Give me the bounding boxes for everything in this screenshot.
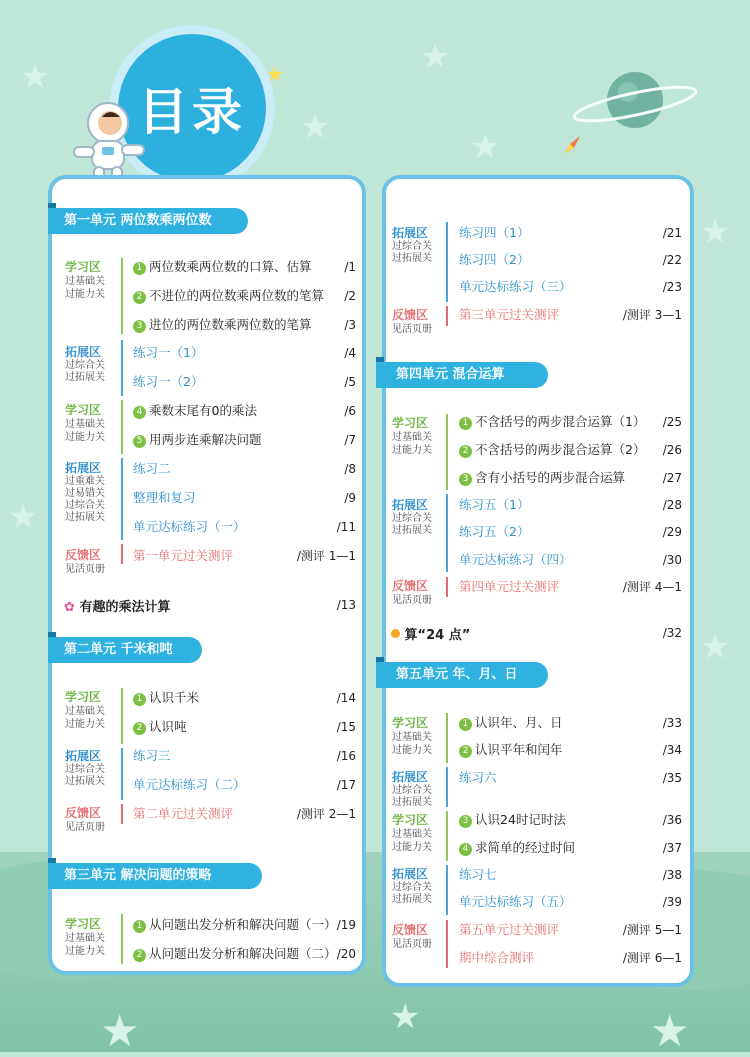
zone-divider	[121, 544, 123, 564]
toc-page-number: /测评 3—1	[622, 308, 682, 322]
toc-entry-title: 期中综合测评	[459, 950, 535, 965]
toc-entry-title: 认识吨	[149, 719, 187, 734]
star-icon: ★	[650, 1006, 690, 1057]
zone-sub: 见活页册	[65, 564, 105, 575]
toc-entry[interactable]	[459, 893, 572, 911]
toc-entry[interactable]	[133, 489, 196, 507]
zone-divider	[121, 914, 123, 964]
zone-divider	[446, 767, 448, 807]
lesson-number-badge: 1	[133, 262, 146, 275]
toc-page-number: /20	[336, 947, 356, 961]
toc-entry-title: 进位的两位数乘两位数的笔算	[149, 317, 312, 332]
toc-entry[interactable]	[459, 949, 534, 967]
toc-page-number: /36	[662, 813, 682, 827]
zone-label: 学习区	[392, 416, 429, 430]
toc-page-number: /6	[344, 404, 356, 418]
zone-sub: 过能力关	[392, 445, 432, 456]
toc-page-number: /1	[344, 260, 356, 274]
toc-entry-title: 从问题出发分析和解决问题（二）	[149, 946, 337, 961]
zone-label: 学习区	[65, 260, 102, 274]
toc-entry-title: 练习四（2）	[459, 252, 530, 267]
zone-label: 拓展区	[392, 226, 429, 240]
toc-page-number: /13	[336, 598, 356, 612]
zone-divider	[446, 494, 448, 572]
lesson-number-badge: 2	[133, 291, 146, 304]
zone-sub: 过拓展关	[65, 372, 105, 383]
toc-entry[interactable]	[133, 805, 233, 823]
star-icon: ★	[420, 37, 451, 77]
zone-sub: 过能力关	[65, 719, 105, 730]
toc-page-number: /29	[662, 525, 682, 539]
toc-page-number: /28	[662, 498, 682, 512]
toc-entry-title: 不进位的两位数乘两位数的笔算	[149, 288, 325, 303]
toc-entry-title: 认识千米	[149, 690, 200, 705]
zone-sub: 过综合关	[392, 785, 432, 796]
zone-sub: 过综合关	[65, 360, 105, 371]
zone-divider	[446, 811, 448, 861]
unit-header: 第二单元 千米和吨	[48, 637, 202, 663]
toc-entry[interactable]	[133, 718, 187, 736]
toc-page-number: /测评 2—1	[296, 807, 356, 821]
toc-entry[interactable]	[133, 776, 246, 794]
zone-sub: 过综合关	[392, 513, 432, 524]
zone-label: 拓展区	[392, 867, 429, 881]
star-icon: ★	[300, 107, 331, 147]
zone-sub: 过拓展关	[65, 776, 105, 787]
toc-entry-title: 第三单元过关测评	[459, 307, 560, 322]
toc-page-number: /38	[662, 868, 682, 882]
zone-sub: 过拓展关	[392, 894, 432, 905]
toc-entry-title: 单元达标练习（三）	[459, 279, 572, 294]
zone-sub: 过基础关	[65, 419, 105, 430]
page-title: 目录	[138, 83, 246, 141]
zone-sub: 过综合关	[392, 882, 432, 893]
toc-entry[interactable]	[459, 578, 559, 596]
toc-entry[interactable]	[459, 413, 645, 431]
zone-sub: 见活页册	[392, 595, 432, 606]
zone-divider	[121, 400, 123, 454]
toc-entry-title: 不含括号的两步混合运算（2）	[475, 442, 646, 457]
zone-label: 拓展区	[392, 770, 429, 784]
unit-header: 第五单元 年、月、日	[376, 662, 548, 688]
toc-entry[interactable]	[459, 741, 563, 759]
toc-entry-title: 练习七	[459, 867, 497, 882]
toc-entry[interactable]	[133, 945, 337, 963]
toc-entry-title: 练习二	[133, 461, 171, 476]
toc-entry-title: 两位数乘两位数的口算、估算	[149, 259, 312, 274]
lesson-number-badge: 2	[133, 722, 146, 735]
toc-page-number: /15	[336, 720, 356, 734]
toc-entry-title: 第一单元过关测评	[133, 548, 234, 563]
zone-divider	[121, 688, 123, 744]
lesson-number-badge: 3	[133, 320, 146, 333]
toc-entry[interactable]	[459, 811, 566, 829]
toc-entry[interactable]	[133, 518, 246, 536]
lesson-number-badge: 2	[459, 745, 472, 758]
toc-entry-title: 练习四（1）	[459, 225, 530, 240]
zone-divider	[121, 748, 123, 800]
toc-entry[interactable]	[459, 496, 529, 514]
zone-label: 拓展区	[65, 749, 102, 763]
toc-entry-title: 单元达标练习（一）	[133, 519, 246, 534]
toc-entry[interactable]	[64, 596, 170, 615]
zone-label: 学习区	[65, 917, 102, 931]
zone-sub: 见活页册	[392, 324, 432, 335]
zone-sub: 过综合关	[392, 241, 432, 252]
toc-entry-title: 练习六	[459, 770, 497, 785]
toc-entry-title: 第五单元过关测评	[459, 922, 560, 937]
toc-page-number: /3	[344, 318, 356, 332]
lesson-number-badge: 1	[133, 693, 146, 706]
toc-entry[interactable]	[459, 224, 529, 242]
toc-page-number: /4	[344, 346, 356, 360]
toc-entry[interactable]	[133, 916, 337, 934]
zone-label: 学习区	[65, 690, 102, 704]
unit-header: 第三单元 解决问题的策略	[48, 863, 262, 889]
toc-entry-title: 练习三	[133, 748, 171, 763]
zone-label: 学习区	[392, 813, 429, 827]
toc-entry[interactable]	[133, 747, 171, 765]
toc-page-number: /测评 1—1	[296, 549, 356, 563]
toc-entry[interactable]	[133, 287, 324, 305]
zone-divider	[121, 458, 123, 540]
toc-page-number: /11	[336, 520, 356, 534]
lesson-number-badge: 1	[133, 920, 146, 933]
zone-sub: 过基础关	[392, 732, 432, 743]
zone-sub: 过基础关	[392, 432, 432, 443]
toc-page-number: /8	[344, 462, 356, 476]
star-icon: ★	[20, 57, 51, 97]
zone-sub: 见活页册	[392, 939, 432, 950]
toc-entry[interactable]	[133, 689, 199, 707]
toc-page-number: /测评 4—1	[622, 580, 682, 594]
zone-label: 反馈区	[392, 579, 429, 593]
star-icon: ★	[390, 997, 421, 1037]
toc-page-number: /7	[344, 433, 356, 447]
zone-sub: 过基础关	[65, 706, 105, 717]
zone-sub: 过能力关	[65, 432, 105, 443]
toc-entry-title: 认识24时记时法	[475, 812, 566, 827]
zone-label: 反馈区	[65, 548, 102, 562]
toc-entry[interactable]	[133, 344, 203, 362]
zone-sub: 过综合关	[65, 764, 105, 775]
zone-sub: 过能力关	[65, 946, 105, 957]
toc-page-number: /14	[336, 691, 356, 705]
toc-entry[interactable]	[391, 624, 470, 643]
rocket-icon	[560, 132, 586, 158]
zone-sub: 过能力关	[392, 842, 432, 853]
toc-entry[interactable]	[133, 258, 312, 276]
toc-entry[interactable]	[459, 921, 559, 939]
zone-label: 拓展区	[392, 498, 429, 512]
toc-entry[interactable]	[459, 769, 497, 787]
zone-sub: 过综合关	[65, 500, 105, 511]
toc-entry-title: 练习一（2）	[133, 374, 204, 389]
toc-entry-title: 单元达标练习（二）	[133, 777, 246, 792]
zone-divider	[121, 258, 123, 334]
zone-divider	[121, 804, 123, 824]
toc-entry-title: 练习一（1）	[133, 345, 204, 360]
toc-entry[interactable]	[133, 316, 312, 334]
toc-entry-title: 练习五（1）	[459, 497, 530, 512]
toc-page-number: /2	[344, 289, 356, 303]
toc-entry[interactable]	[459, 306, 559, 324]
toc-entry[interactable]	[459, 839, 575, 857]
zone-label: 反馈区	[392, 308, 429, 322]
toc-page-number: /17	[336, 778, 356, 792]
toc-entry[interactable]	[459, 551, 572, 569]
zone-sub: 过易错关	[65, 488, 105, 499]
zone-sub: 过基础关	[392, 829, 432, 840]
toc-entry-title: 算“24 点”	[404, 628, 471, 643]
toc-page-number: /39	[662, 895, 682, 909]
toc-entry-title: 用两步连乘解决问题	[149, 432, 262, 447]
zone-divider	[446, 920, 448, 968]
toc-entry-title: 求简单的经过时间	[475, 840, 576, 855]
star-icon: ★	[100, 1006, 140, 1057]
zone-label: 拓展区	[65, 345, 102, 359]
toc-page-number: /34	[662, 743, 682, 757]
star-icon: ★	[8, 497, 39, 537]
lesson-number-badge: 1	[459, 718, 472, 731]
toc-page-number: /23	[662, 280, 682, 294]
zone-divider	[446, 577, 448, 597]
lesson-number-badge: 3	[459, 815, 472, 828]
toc-entry[interactable]	[459, 251, 529, 269]
toc-entry-title: 含有小括号的两步混合运算	[475, 470, 626, 485]
toc-page-number: /21	[662, 226, 682, 240]
toc-page-number: /32	[662, 626, 682, 640]
zone-sub: 过拓展关	[392, 797, 432, 808]
toc-page-number: /25	[662, 415, 682, 429]
lesson-number-badge: 4	[459, 843, 472, 856]
toc-page-number: /5	[344, 375, 356, 389]
toc-entry[interactable]	[459, 278, 572, 296]
lesson-number-badge: 2	[459, 445, 472, 458]
toc-page-number: /30	[662, 553, 682, 567]
unit-header: 第一单元 两位数乘两位数	[48, 208, 248, 234]
zone-divider	[446, 414, 448, 490]
toc-entry[interactable]	[133, 402, 257, 420]
zone-sub: 过拓展关	[65, 512, 105, 523]
star-icon: ★	[700, 212, 731, 252]
planet-illustration	[570, 60, 700, 140]
toc-entry[interactable]	[133, 460, 171, 478]
zone-divider	[446, 306, 448, 326]
zone-label: 学习区	[65, 403, 102, 417]
zone-label: 反馈区	[65, 806, 102, 820]
toc-entry[interactable]	[459, 866, 497, 884]
toc-page-number: /22	[662, 253, 682, 267]
zone-label: 反馈区	[392, 923, 429, 937]
lesson-number-badge: 1	[459, 417, 472, 430]
zone-label: 学习区	[392, 716, 429, 730]
zone-divider	[446, 713, 448, 763]
lesson-number-badge: 2	[133, 949, 146, 962]
toc-entry-title: 认识平年和闰年	[475, 742, 563, 757]
toc-entry-title: 单元达标练习（五）	[459, 894, 572, 909]
zone-sub: 过能力关	[65, 289, 105, 300]
toc-entry[interactable]	[459, 714, 563, 732]
orange-dot-icon	[391, 629, 400, 638]
toc-entry[interactable]	[459, 469, 625, 487]
toc-page-number: /16	[336, 749, 356, 763]
toc-entry-title: 第二单元过关测评	[133, 806, 234, 821]
toc-entry-title: 认识年、月、日	[475, 715, 563, 730]
toc-entry-title: 练习五（2）	[459, 524, 530, 539]
zone-divider	[446, 865, 448, 915]
toc-entry-title: 从问题出发分析和解决问题（一）	[149, 917, 337, 932]
zone-divider	[121, 340, 123, 396]
unit-header: 第四单元 混合运算	[376, 362, 548, 388]
toc-entry-title: 单元达标练习（四）	[459, 552, 572, 567]
lesson-number-badge: 5	[133, 435, 146, 448]
star-icon: ★	[700, 627, 731, 667]
zone-divider	[446, 222, 448, 302]
toc-entry[interactable]	[133, 547, 233, 565]
toc-entry-title: 有趣的乘法计算	[79, 600, 171, 615]
toc-page-number: /33	[662, 716, 682, 730]
toc-page-number: /26	[662, 443, 682, 457]
lesson-number-badge: 3	[459, 473, 472, 486]
zone-sub: 过拓展关	[392, 253, 432, 264]
toc-page-number: /19	[336, 918, 356, 932]
zone-sub: 过基础关	[65, 276, 105, 287]
toc-page-number: /测评 6—1	[622, 951, 682, 965]
zone-sub: 过重难关	[65, 476, 105, 487]
toc-entry-title: 整理和复习	[133, 490, 196, 505]
zone-label: 拓展区	[65, 461, 102, 475]
zone-sub: 过拓展关	[392, 525, 432, 536]
toc-entry[interactable]	[459, 523, 529, 541]
zone-sub: 见活页册	[65, 822, 105, 833]
toc-entry-title: 乘数末尾有0的乘法	[149, 403, 257, 418]
star-icon: ★	[266, 62, 284, 86]
star-icon: ★	[470, 127, 501, 167]
toc-page-number: /27	[662, 471, 682, 485]
toc-page-number: /37	[662, 841, 682, 855]
toc-page-number: /35	[662, 771, 682, 785]
toc-entry[interactable]	[459, 441, 645, 459]
lesson-number-badge: 4	[133, 406, 146, 419]
toc-entry-title: 不含括号的两步混合运算（1）	[475, 414, 646, 429]
zone-sub: 过能力关	[392, 745, 432, 756]
toc-entry-title: 第四单元过关测评	[459, 579, 560, 594]
toc-page-number: /测评 5—1	[622, 923, 682, 937]
toc-entry[interactable]	[133, 431, 262, 449]
flower-icon: ✿	[64, 600, 75, 615]
toc-page-number: /9	[344, 491, 356, 505]
toc-entry[interactable]	[133, 373, 203, 391]
zone-sub: 过基础关	[65, 933, 105, 944]
